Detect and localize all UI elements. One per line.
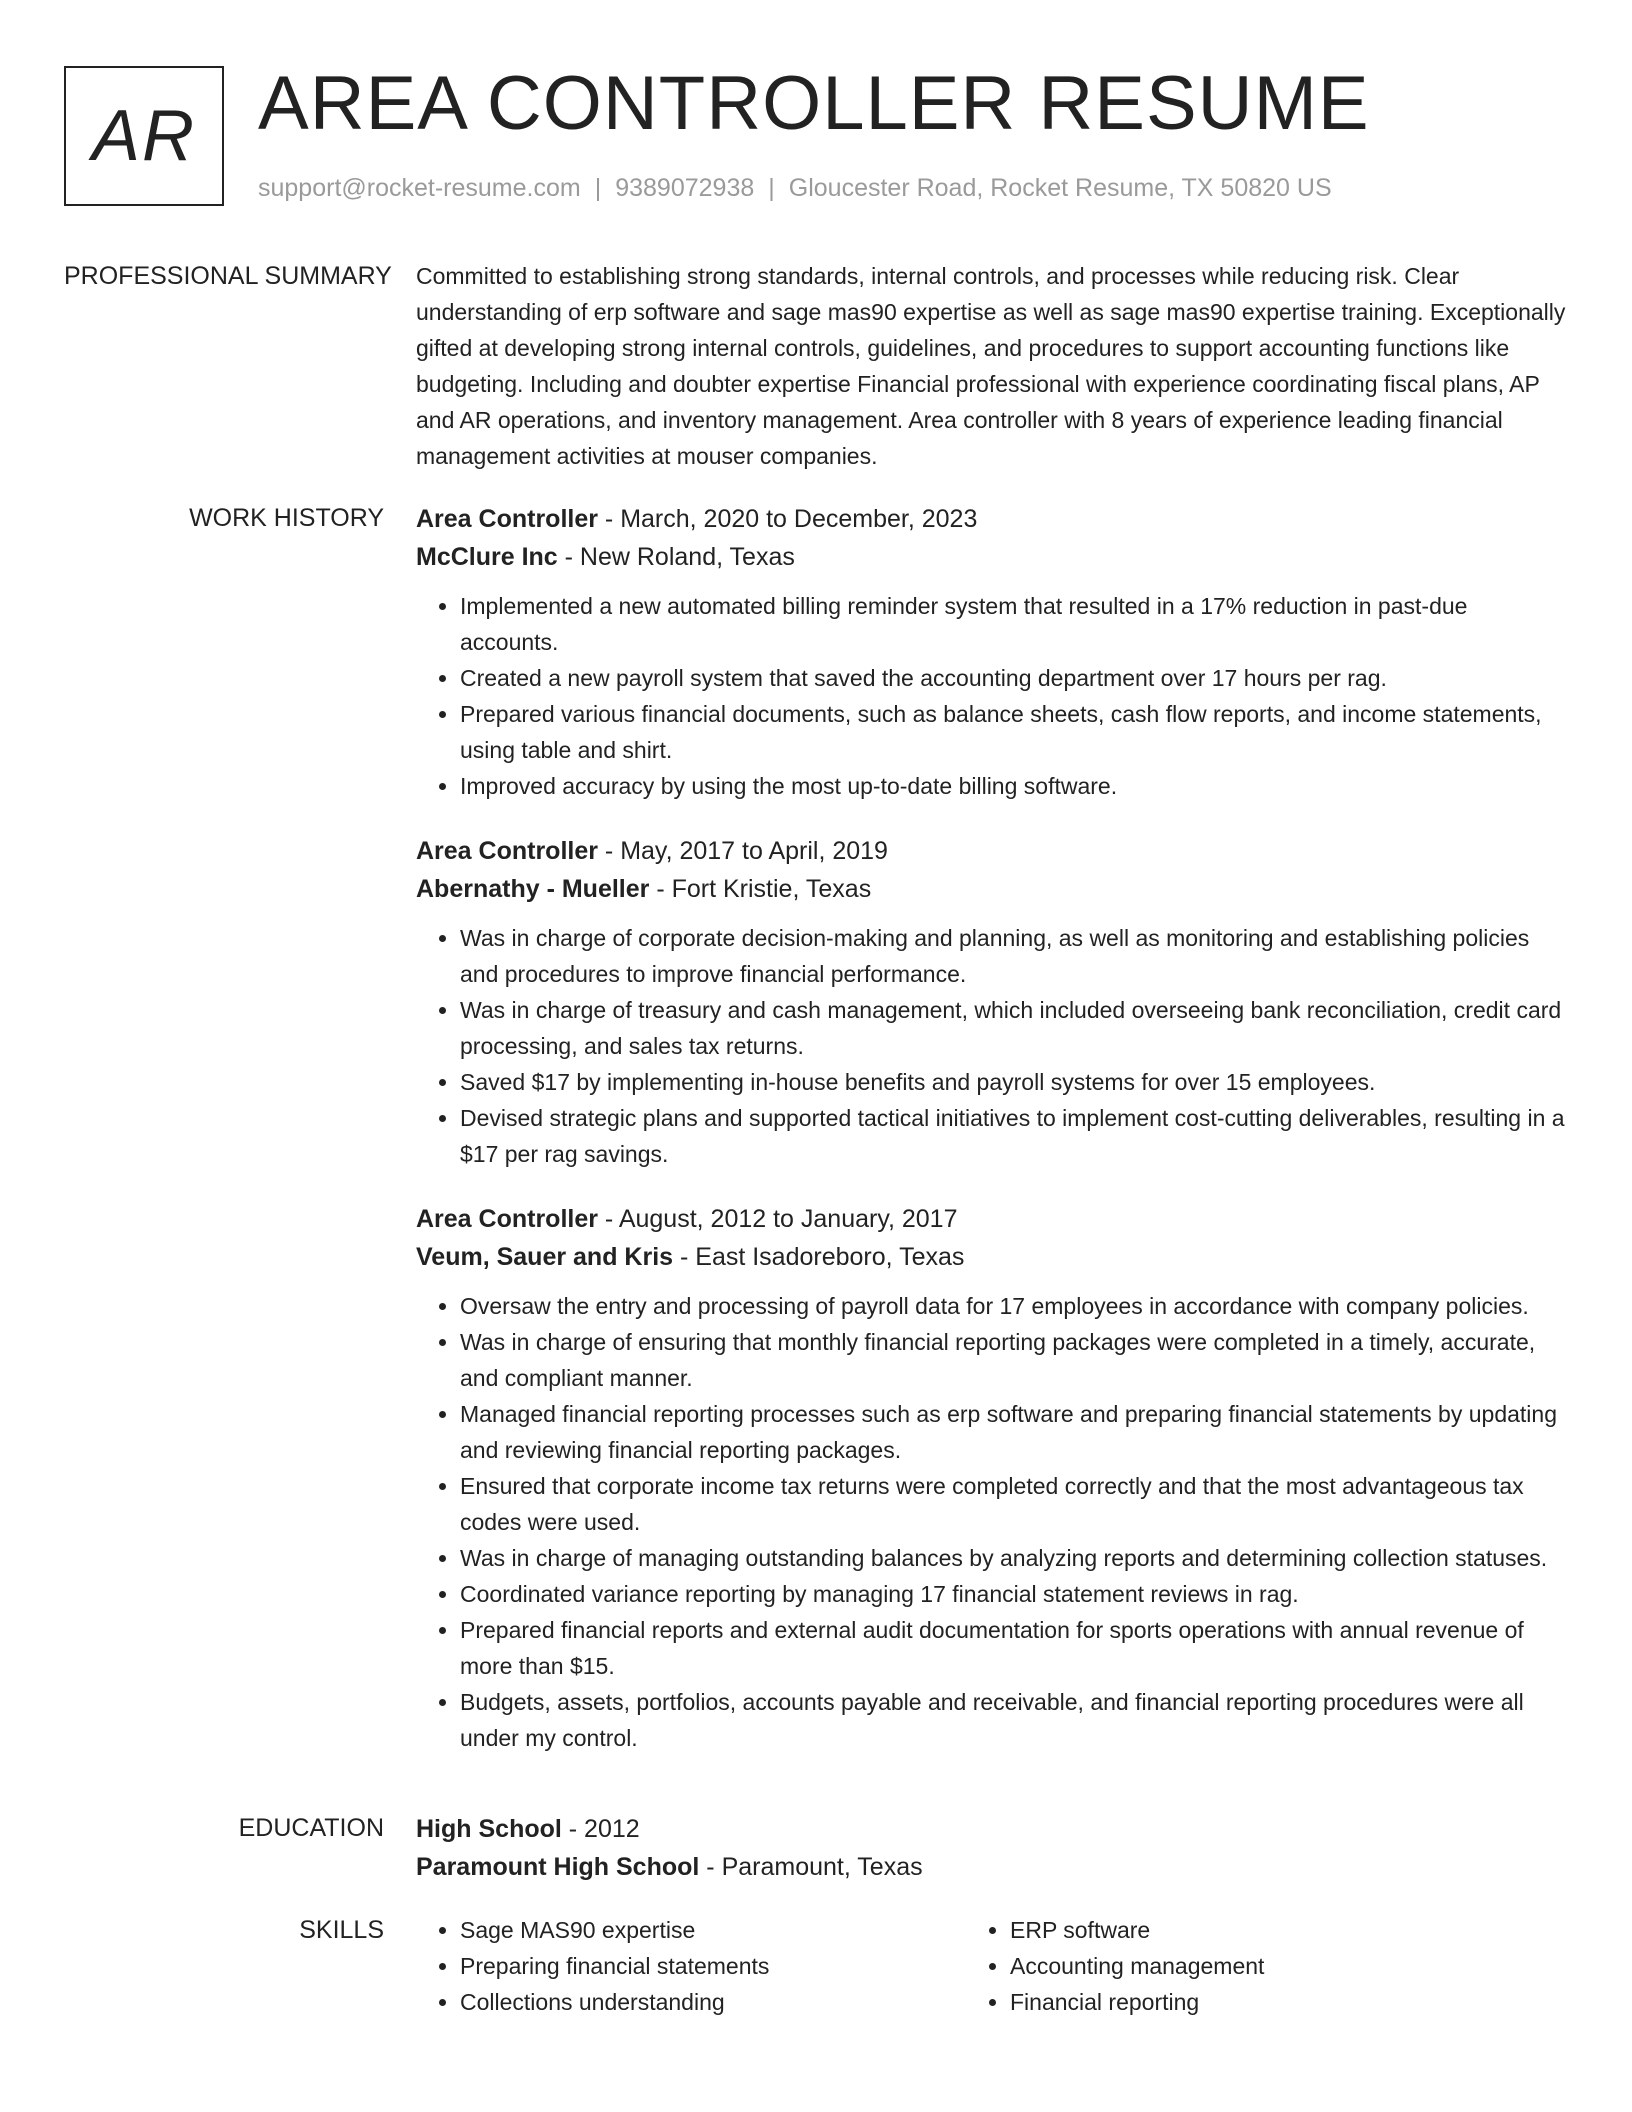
summary-section [64, 258, 1568, 474]
job-location: - New Roland, Texas [557, 543, 795, 571]
job-title: Area Controller [416, 505, 598, 533]
education-year: - 2012 [561, 1815, 640, 1843]
list-item: • Was in charge of treasury and cash management, which included overseeing bank reconciliation, credit card processing, and sales tax returns. [460, 992, 1568, 1064]
education-school-line [416, 1848, 1568, 1886]
job-title: Area Controller [416, 837, 598, 865]
skills-section [64, 1912, 1568, 2020]
job-title-line [416, 500, 1568, 538]
job-dates: - May, 2017 to April, 2019 [597, 837, 888, 865]
list-item: • Sage MAS90 expertise [460, 1912, 966, 1948]
job-company: Veum, Sauer and Kris [416, 1243, 674, 1271]
list-item: • Was in charge of ensuring that monthly financial reporting packages were completed in a timely, accurate, and compliant manner. [460, 1324, 1568, 1396]
section-label: EDUCATION [238, 1814, 384, 1842]
contact-line [258, 174, 1568, 203]
section-label: WORK HISTORY [189, 504, 384, 532]
job-company-line [416, 870, 1568, 908]
list-item: • Implemented a new automated billing reminder system that resulted in a 17% reduction in past-due accounts. [460, 588, 1568, 660]
list-item: • Budgets, assets, portfolios, accounts payable and receivable, and financial reporting procedures were all under my control. [460, 1684, 1568, 1756]
list-item: • Accounting management [1010, 1948, 1516, 1984]
job-company-line [416, 1238, 1568, 1276]
education-section [64, 1810, 1568, 1886]
section-label: SKILLS [299, 1916, 384, 1944]
job-title-line [416, 1200, 1568, 1238]
education-location: - Paramount, Texas [699, 1853, 923, 1881]
skills-grid [416, 1912, 1568, 2020]
list-item: • Saved $17 by implementing in-house benefits and payroll systems for over 15 employees. [460, 1064, 1568, 1100]
education-degree: High School [416, 1815, 562, 1843]
job-title: Area Controller [416, 1205, 598, 1233]
job-company: Abernathy - Mueller [416, 875, 650, 903]
contact-address: Gloucester Road, Rocket Resume, TX 50820 US [788, 174, 1332, 202]
list-item: • Preparing financial statements [460, 1948, 966, 1984]
list-item: • Coordinated variance reporting by managing 17 financial statement reviews in rag. [460, 1576, 1568, 1612]
list-item: • Was in charge of corporate decision-making and planning, as well as monitoring and establishing policies and procedures to improve financial performance. [460, 920, 1568, 992]
summary-text: Committed to establishing strong standards, internal controls, and processes while reducing risk. Clear understanding of erp software and sage mas90 expertise as well as sage mas90 expertise training. Exceptionally gifted at developing strong internal controls, guidelines, and procedures to support accounting functions like budgeting. Including and doubter expertise Financial professional with experience coordinating fiscal plans, AP and AR operations, and inventory management. Area controller with 8 years of experience leading financial management activities at mouser companies. [416, 263, 1566, 469]
skills-body [416, 1912, 1568, 2020]
resume-header [64, 61, 1568, 210]
contact-phone[interactable]: 9389072938 [615, 174, 755, 202]
list-item: • Managed financial reporting processes such as erp software and preparing financial statements by updating and reviewing financial reporting packages. [460, 1396, 1568, 1468]
list-item: • Ensured that corporate income tax returns were completed correctly and that the most advantageous tax codes were used. [460, 1468, 1568, 1540]
job-dates: - August, 2012 to January, 2017 [597, 1205, 958, 1233]
page-title: AREA CONTROLLER RESUME [258, 61, 1370, 146]
job-bullets [416, 920, 1568, 1172]
skills-list [966, 1912, 1516, 2020]
job-entry [416, 832, 1568, 1172]
list-item: • Prepared various financial documents, such as balance sheets, cash flow reports, and income statements, using table and shirt. [460, 696, 1568, 768]
job-company: McClure Inc [416, 543, 558, 571]
education-body [416, 1810, 1568, 1886]
list-item: • Financial reporting [1010, 1984, 1516, 2020]
education-school: Paramount High School [416, 1853, 700, 1881]
list-item: • Oversaw the entry and processing of payroll data for 17 employees in accordance with company policies. [460, 1288, 1568, 1324]
job-company-line [416, 538, 1568, 576]
section-label: PROFESSIONAL SUMMARY [64, 262, 392, 290]
job-title-line [416, 832, 1568, 870]
list-item: • Was in charge of managing outstanding balances by analyzing reports and determining collection statuses. [460, 1540, 1568, 1576]
contact-separator: | [768, 174, 775, 202]
job-bullets [416, 1288, 1568, 1756]
job-entry [416, 1200, 1568, 1756]
job-location: - Fort Kristie, Texas [649, 875, 872, 903]
contact-email[interactable]: support@rocket-resume.com [258, 174, 581, 202]
job-dates: - March, 2020 to December, 2023 [597, 505, 978, 533]
list-item: • Created a new payroll system that saved the accounting department over 17 hours per rag. [460, 660, 1568, 696]
monogram-logo: AR [64, 66, 224, 206]
job-entry [416, 500, 1568, 804]
list-item: • Devised strategic plans and supported tactical initiatives to implement cost-cutting deliverables, resulting in a $17 per rag savings. [460, 1100, 1568, 1172]
list-item: • ERP software [1010, 1912, 1516, 1948]
work-history-body [416, 500, 1568, 1784]
skills-list [416, 1912, 966, 2020]
list-item: • Improved accuracy by using the most up-to-date billing software. [460, 768, 1568, 804]
job-location: - East Isadoreboro, Texas [673, 1243, 965, 1271]
work-history-section [64, 500, 1568, 1784]
header-text [258, 61, 1568, 203]
skills-column-right [966, 1912, 1516, 2020]
list-item: • Collections understanding [460, 1984, 966, 2020]
job-bullets [416, 588, 1568, 804]
resume-content [64, 258, 1568, 2046]
skills-column-left [416, 1912, 966, 2020]
summary-body [416, 258, 1568, 474]
list-item: • Prepared financial reports and external audit documentation for sports operations with annual revenue of more than $15. [460, 1612, 1568, 1684]
education-degree-line [416, 1810, 1568, 1848]
contact-separator: | [594, 174, 602, 202]
